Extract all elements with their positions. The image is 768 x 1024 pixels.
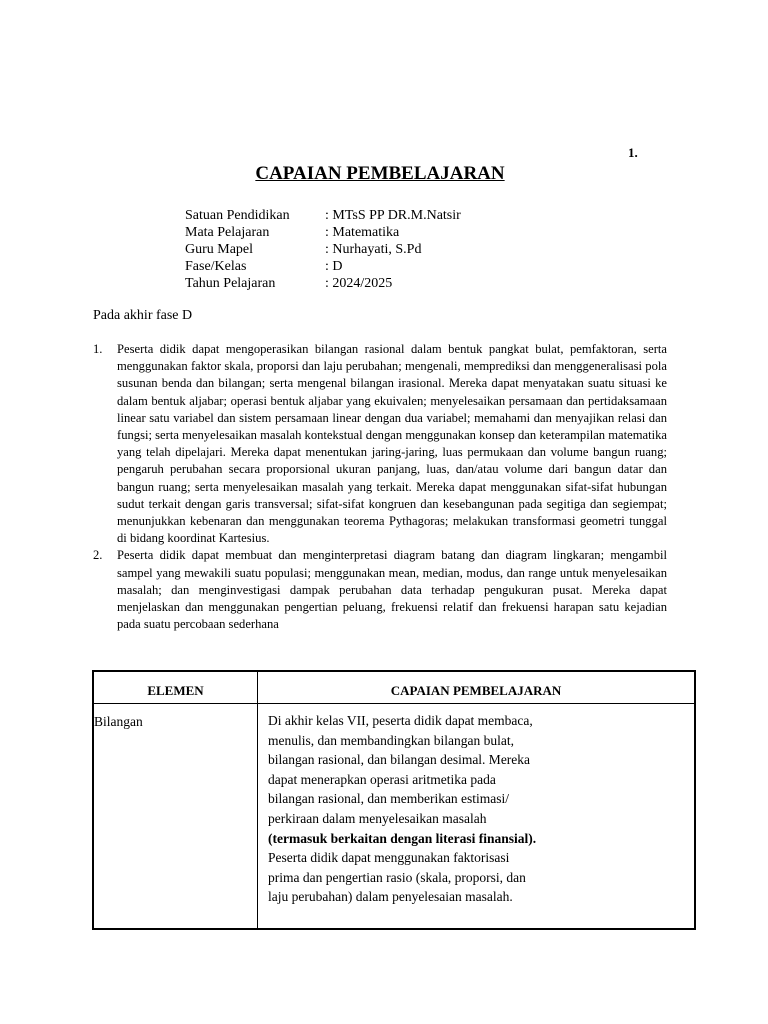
info-row — [185, 275, 461, 292]
cell-capaian — [268, 711, 598, 907]
achievement-list — [93, 341, 667, 633]
list-item — [93, 341, 667, 547]
capaian-line: bilangan rasional, dan bilangan desimal. Mereka — [268, 752, 531, 768]
capaian-line: Peserta didik dapat menggunakan faktorisasi — [268, 850, 510, 866]
info-label: Tahun Pelajaran — [185, 276, 276, 291]
info-row — [185, 224, 461, 241]
info-label: Mata Pelajaran — [185, 225, 270, 240]
document-title: CAPAIAN PEMBELAJARAN — [255, 163, 505, 184]
header-capaian: CAPAIAN PEMBELAJARAN — [390, 683, 562, 698]
list-item — [93, 547, 667, 633]
info-row — [185, 258, 461, 275]
info-value: : MTsS PP DR.M.Natsir — [325, 208, 461, 223]
capaian-line: prima dan pengertian rasio (skala, proporsi, dan — [268, 869, 526, 885]
capaian-line: perkiraan dalam menyelesaikan masalah — [268, 810, 487, 826]
capaian-line: dapat menerapkan operasi aritmetika pada — [268, 771, 496, 787]
capaian-line: (termasuk berkaitan dengan literasi finansial). — [268, 830, 537, 846]
info-value: : Matematika — [325, 225, 400, 240]
table-header-row — [94, 672, 694, 704]
cell-elemen: Bilangan — [94, 714, 143, 729]
intro-text: Pada akhir fase D — [93, 308, 193, 323]
info-row — [185, 241, 461, 258]
info-label: Fase/Kelas — [185, 259, 247, 274]
column-divider — [257, 672, 258, 928]
achievement-table — [92, 670, 696, 930]
info-row — [185, 207, 461, 224]
info-label: Guru Mapel — [185, 242, 254, 257]
list-number: 1. — [93, 342, 103, 356]
capaian-line: menulis, dan membandingkan bilangan bulat, — [268, 732, 514, 748]
info-value: : 2024/2025 — [325, 276, 393, 291]
info-value: : D — [325, 259, 343, 274]
info-label: Satuan Pendidikan — [185, 208, 290, 223]
info-block — [185, 207, 461, 292]
capaian-line: Di akhir kelas VII, peserta didik dapat membaca, — [268, 713, 533, 728]
list-text: Peserta didik dapat mengoperasikan bilangan rasional dalam bentuk pangkat bulat, pemfaktoran, serta menggunakan faktor skala, proporsi dan laju perubahan; mengenali, memprediksi dan menggeneralisasi pola susunan benda dan bilangan; serta mengenal bilangan irasional. Mereka dapat menyatakan suatu situasi ke dalam bentuk aljabar; operasi bentuk aljabar yang ekuivalen; menyelesaikan persamaan dan pertidaksamaan linear satu variabel dan sistem persamaan linear dengan dua variabel; memahami dan menyajikan relasi dan fungsi; serta menyelesaikan masalah kontekstual dengan menggunakan konsep dan keterampilan matematika yang telah dipelajari. Mereka dapat menentukan jaring-jaring, luas permukaan dan volume bangun ruang; pengaruh perubahan secara proporsional ukuran panjang, luas, dan/atau volume dari bangun datar dan bangun ruang; serta menyelesaikan masalah yang terkait. Mereka dapat menggunakan sifat-sifat hubungan sudut terkait dengan garis transversal; sifat-sifat kongruen dan kesebangunan pada segitiga dan segiempat; menunjukkan kebenaran dan menggunakan teorema Pythagoras; melakukan transformasi geometri tunggal di bidang koordinat Kartesius. — [117, 342, 667, 546]
capaian-line: laju perubahan) dalam penyelesaian masalah. — [268, 889, 513, 905]
list-number: 2. — [93, 548, 103, 563]
capaian-line: bilangan rasional, dan memberikan estimasi/ — [268, 791, 510, 807]
header-elemen: ELEMEN — [147, 683, 204, 698]
info-value: : Nurhayati, S.Pd — [325, 242, 422, 257]
page-number: 1. — [628, 145, 638, 160]
list-text: Peserta didik dapat membuat dan menginterpretasi diagram batang dan diagram lingkaran; mengambil sampel yang mewakili suatu populasi; menggunakan mean, median, modus, dan range untuk menyelesaikan masalah; dan menginvestigasi dampak perubahan data terhadap pengukuran pusat. Mereka dapat menjelaskan dan menggunakan pengertian peluang, frekuensi relatif dan frekuensi harapan satu kejadian pada suatu percobaan sederhana — [117, 548, 667, 632]
